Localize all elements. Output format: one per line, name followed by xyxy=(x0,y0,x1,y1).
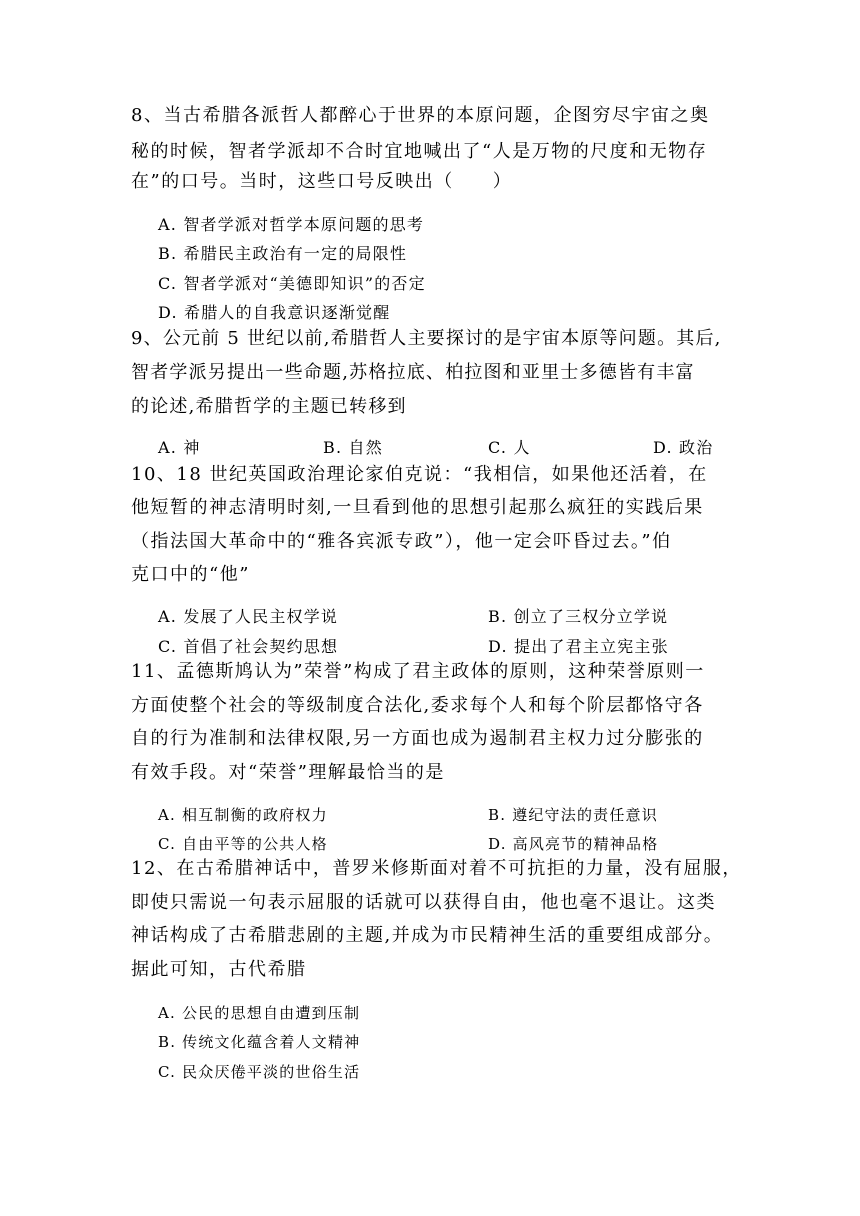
option-c: C. 人 xyxy=(488,438,531,457)
question-text-line: 12、在古希腊神话中，普罗米修斯面对着不可抗拒的力量，没有屈服， xyxy=(131,858,742,879)
option-d: D. 提出了君主立宪主张 xyxy=(488,637,669,656)
question-text-line: 神话构成了古希腊悲剧的主题,并成为市民精神生活的重要组成部分。 xyxy=(131,925,724,946)
question-text-line: 10、18 世纪英国政治理论家伯克说：“我相信，如果他还活着，在 xyxy=(131,464,708,485)
option-a: A. 发展了人民主权学说 xyxy=(158,607,339,626)
question-text-line: 克口中的“他” xyxy=(131,564,250,585)
question-text-line: 即使只需说一句表示屈服的话就可以获得自由，他也毫不退让。这类 xyxy=(131,892,716,913)
option-c: C. 民众厌倦平淡的世俗生活 xyxy=(158,1063,361,1081)
question-text-line: 智者学派另提出一些命题,苏格拉底、柏拉图和亚里士多德皆有丰富 xyxy=(131,362,695,383)
option-c: C. 首倡了社会契约思想 xyxy=(158,637,339,656)
option-d: D. 政治 xyxy=(653,438,714,457)
option-a: A. 神 xyxy=(158,438,201,457)
question-text-line: 据此可知，古代希腊 xyxy=(131,959,307,980)
question-text-line: （指法国大革命中的“雅各宾派专政”），他一定会吓昏过去。”伯 xyxy=(131,531,672,552)
question-text-line: 他短暂的神志清明时刻,一旦看到他的思想引起那么疯狂的实践后果 xyxy=(131,497,704,518)
option-a: A. 相互制衡的政府权力 xyxy=(158,806,328,824)
option-a: A. 公民的思想自由遭到压制 xyxy=(158,1004,361,1022)
question-text-line: 11、孟德斯鸠认为”荣誉”构成了君主政体的原则，这种荣誉原则一 xyxy=(131,661,705,682)
question-text-line: 方面使整个社会的等级制度合法化,委求每个人和每个阶层都恪守各 xyxy=(131,695,704,716)
option-d: D. 高风亮节的精神品格 xyxy=(488,835,659,853)
question-text-line: 秘的时候，智者学派却不合时宜地喊出了“人是万物的尺度和无物存 xyxy=(131,141,708,162)
question-text-line: 自的行为准制和法律权限,另一方面也成为遏制君主权力过分膨张的 xyxy=(131,728,704,749)
question-text-line: 在”的口号。当时，这些口号反映出（ ） xyxy=(131,171,513,192)
option-c: C. 智者学派对“美德即知识”的否定 xyxy=(158,274,426,293)
option-b: B. 创立了三权分立学说 xyxy=(488,607,669,626)
question-text-line: 的论述,希腊哲学的主题已转移到 xyxy=(131,396,407,417)
question-text-line: 9、公元前 5 世纪以前,希腊哲人主要探讨的是宇宙本原等问题。其后, xyxy=(131,328,722,349)
option-c: C. 自由平等的公共人格 xyxy=(158,835,328,853)
option-b: B. 传统文化蕴含着人文精神 xyxy=(158,1033,361,1051)
option-b: B. 自然 xyxy=(323,438,383,457)
option-b: B. 希腊民主政治有一定的局限性 xyxy=(158,244,408,263)
question-text-line: 8、当古希腊各派哲人都醉心于世界的本原问题，企图穷尽宇宙之奥 xyxy=(131,105,710,126)
question-text-line: 有效手段。对“荣誉”理解最恰当的是 xyxy=(131,762,445,783)
option-a: A. 智者学派对哲学本原问题的思考 xyxy=(158,215,425,234)
option-b: B. 遵纪守法的责任意识 xyxy=(488,806,658,824)
option-d: D. 希腊人的自我意识逐渐觉醒 xyxy=(158,303,391,322)
